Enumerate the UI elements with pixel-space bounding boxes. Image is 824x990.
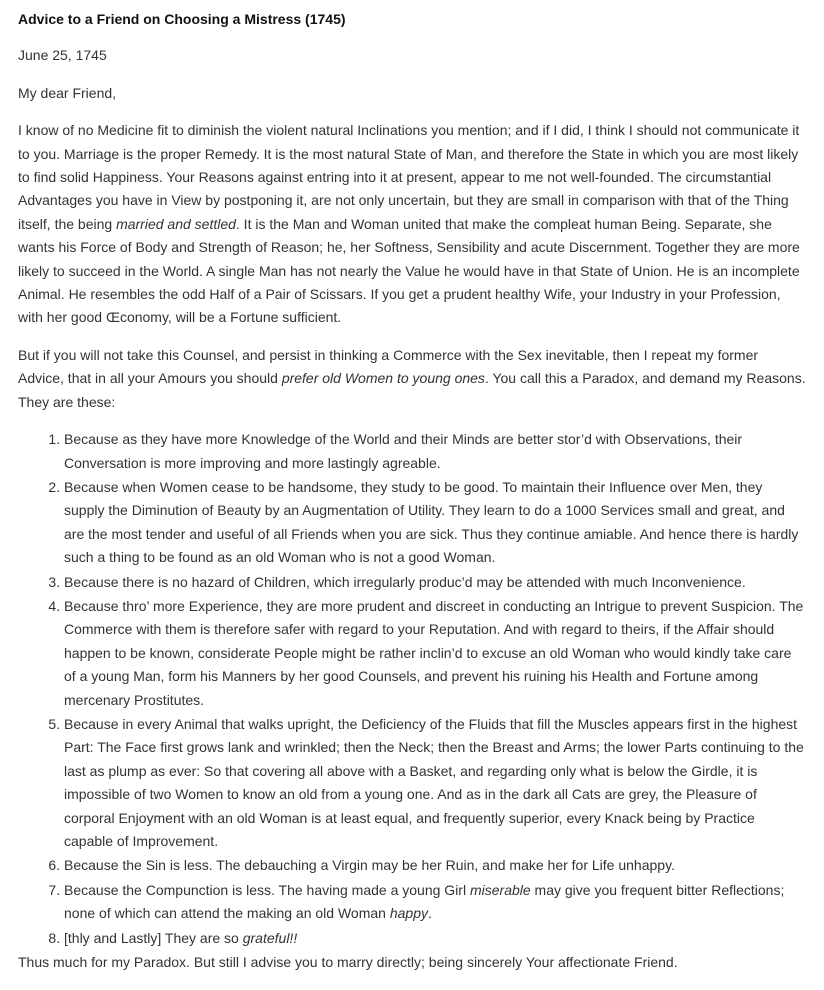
paragraph-text: . You call this a Paradox, and demand my Reasons. They are these: [18,370,806,410]
list-item-text: [thly and Lastly] They are so [64,929,243,946]
list-item: 4. Because thro’ more Experience, they are more prudent and discreet in conducting an Intrigue to prevent Suspicion. The Commerce with them is therefore safer with regard to your Reputation. And with regard to theirs, if the Affair should happen to be known, considerate People might be rather inclin’d to excuse an old Woman who would kindly take care of a young Man, form his Manners by her good Counsels, and prevent his ruining his Health and Fortune among mercenary Prostitutes. [64,595,806,712]
list-item: 1. Because as they have more Knowledge of the World and their Minds are better stor’d with Observations, their Conversation is more improving and more lastingly agreable. [64,428,806,475]
list-item: 6. Because the Sin is less. The debauching a Virgin may be her Ruin, and make her for Life unhappy. [64,854,806,877]
salutation: My dear Friend, [18,84,117,101]
emphasis-text: grateful!! [242,929,298,946]
list-item-text: Because the Compunction is less. The having made a young Girl [64,881,470,898]
list-item: 5. Because in every Animal that walks upright, the Deficiency of the Fluids that fill the Muscles appears first in the highest Part: The Face first grows lank and wrinkled; then the Neck; then the Breast and Arms; the lower Parts continuing to the last as plump as ever: So that covering all above with a Basket, and regarding only what is below the Girdle, it is impossible of two Women to know an old from a young one. And as in the dark all Cats are grey, the Pleasure of corporal Enjoyment with an old Woman is at least equal, and frequently superior, every Knack being by Practice capable of Improvement. [64,713,806,853]
paragraph-text: . It is the Man and Woman united that make the compleat human Being. Separate, she wants his Force of Body and Strength of Reason; he, her Softness, Sensibility and acute Discernment. Together they are more likely to succeed in the World. A single Man has not nearly the Value he would have in that State of Union. He is an incomplete Animal. He resembles the odd Half of a Pair of Scissars. If you get a prudent healthy Wife, your Industry in your Profession, with her good Œconomy, will be a Fortune sufficient. [18,215,800,326]
letter-date: June 25, 1745 [18,47,107,64]
document-title: Advice to a Friend on Choosing a Mistress (1745) [18,11,346,27]
list-item: 3. Because there is no hazard of Children, which irregularly produc’d may be attended with much Inconvenience. [64,571,806,594]
paragraph-text: I know of no Medicine fit to diminish the violent natural Inclinations you mention; and if I did, I think I should not communicate it to you. Marriage is the proper Remedy. It is the most natural State of Man, and therefore the State in which you are most likely to find solid Happiness. Your Reasons against entring into it at present, appear to me not well-founded. The circumstantial Advantages you have in View by postponing it, are not only uncertain, but they are small in comparison with that of the Thing itself, the being [18,122,800,232]
emphasis-text: miserable [469,881,531,898]
paragraph-marriage [18,119,806,330]
list-item: 2. Because when Women cease to be handsome, they study to be good. To maintain their Influence over Men, they supply the Diminution of Beauty by an Augmentation of Utility. They learn to do a 1000 Services small and great, and are the most tender and useful of all Friends when you are sick. Thus they continue amiable. And hence there is hardly such a thing to be found as an old Woman who is not a good Woman. [64,476,806,570]
paragraph-paradox [18,344,806,414]
emphasis-text: happy [389,905,428,922]
emphasis-text: married and settled [116,215,236,232]
list-item-text: . [428,905,432,922]
list-item [64,927,806,950]
paragraph-text: But if you will not take this Counsel, and persist in thinking a Commerce with the Sex inevitable, then I repeat my former Advice, that in all your Amours you should [18,346,759,387]
emphasis-text: prefer old Women to young ones [281,370,485,387]
list-item [64,879,806,926]
reasons-list [18,428,806,950]
list-item-text: may give you frequent bitter Reflections; none of which can attend the making an old Woman [64,881,785,922]
closing-paragraph: Thus much for my Paradox. But still I advise you to marry directly; being sincerely Your affectionate Friend. [18,954,678,971]
